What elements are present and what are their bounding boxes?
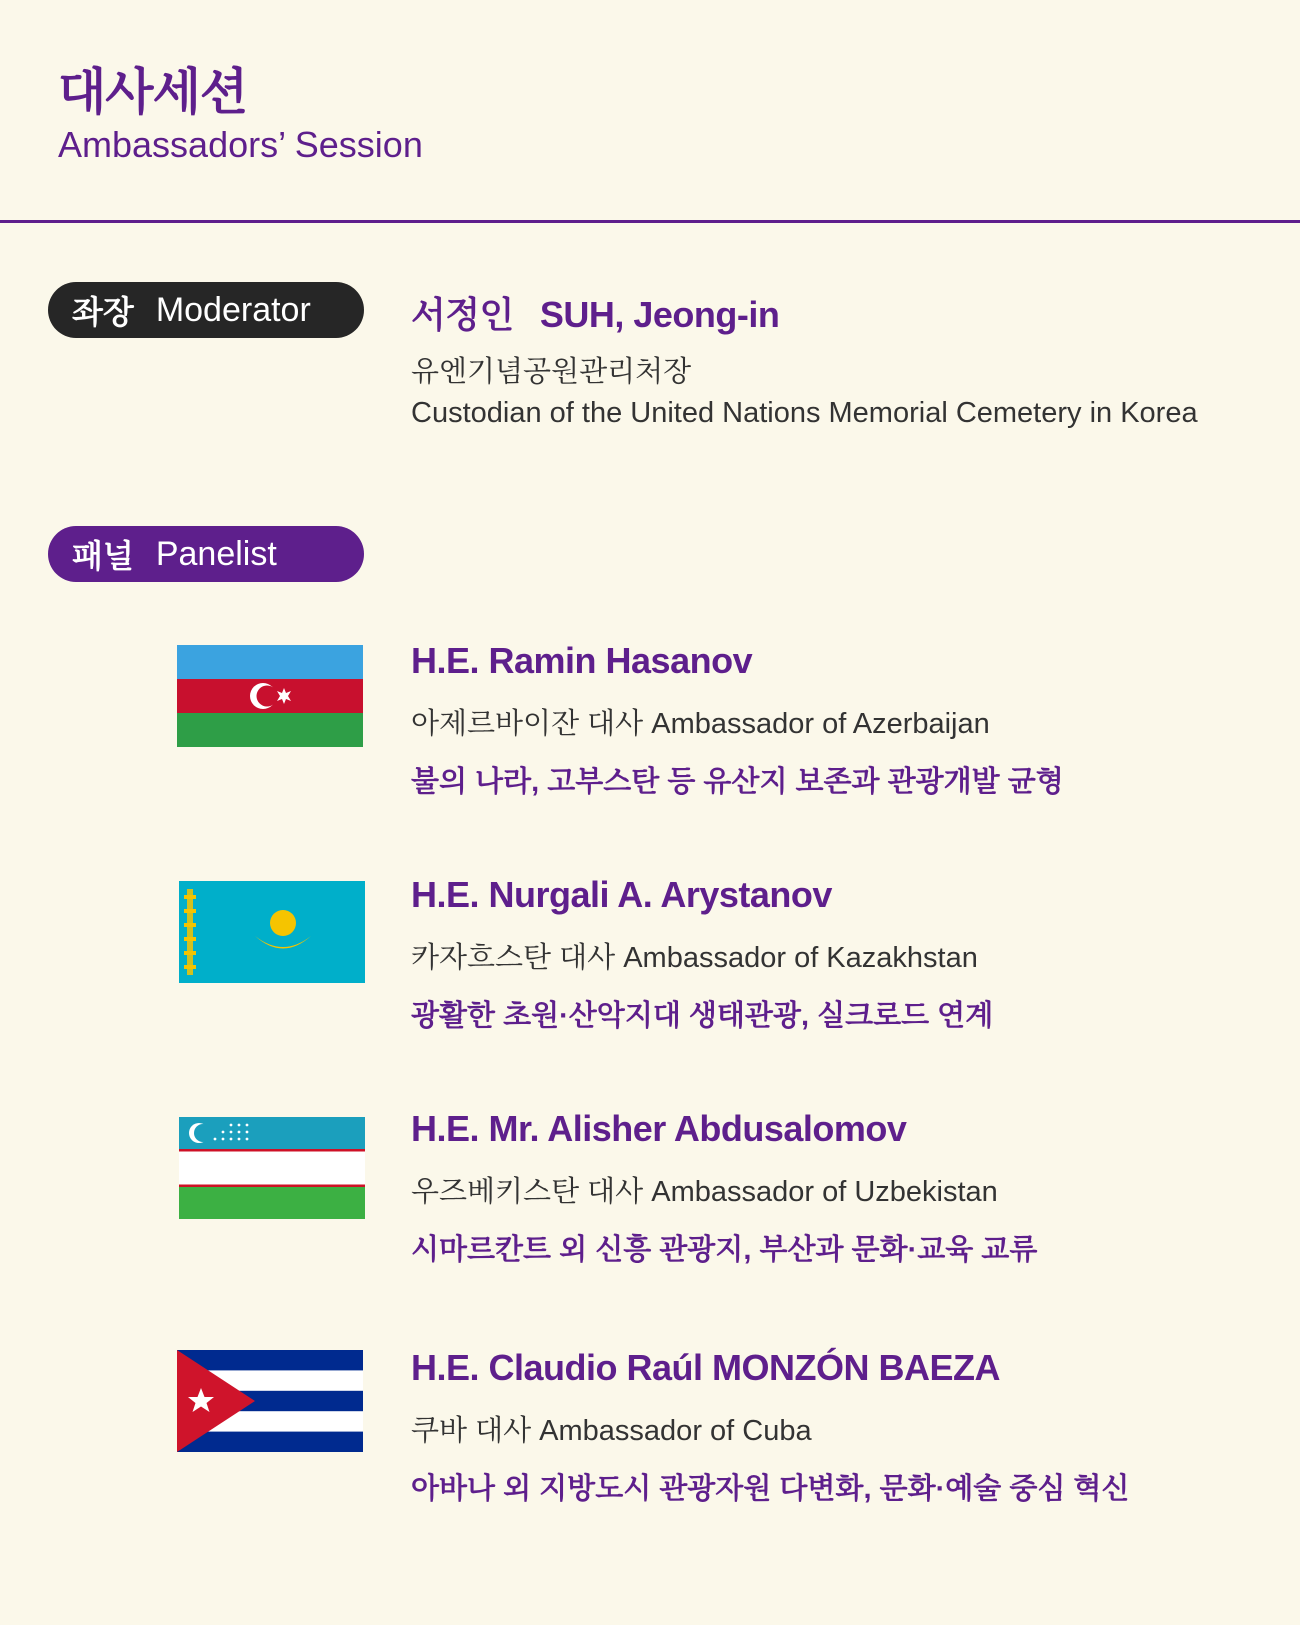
panelist-role: 쿠바 대사 Ambassador of Cuba	[411, 1415, 812, 1447]
moderator-badge-ko: 좌장	[72, 294, 134, 330]
panelist-role: 우즈베키스탄 대사 Ambassador of Uzbekistan	[411, 1176, 998, 1208]
panelist-badge	[48, 526, 364, 582]
panelist-role: 카자흐스탄 대사 Ambassador of Kazakhstan	[411, 942, 978, 974]
moderator-name	[411, 287, 779, 338]
page-subtitle: Ambassadors’ Session	[58, 124, 423, 165]
panelist-role: 아제르바이잔 대사 Ambassador of Azerbaijan	[411, 708, 990, 740]
panelist-topic: 시마르칸트 외 신흥 관광지, 부산과 문화·교육 교류	[411, 1234, 1038, 1266]
moderator-badge-en: Moderator	[155, 290, 311, 329]
panelist-name: H.E. Ramin Hasanov	[411, 640, 753, 681]
panelist-name: H.E. Mr. Alisher Abdusalomov	[411, 1108, 907, 1149]
moderator-role-ko: 유엔기념공원관리처장	[411, 356, 692, 388]
panelist-badge-ko: 패널	[72, 538, 134, 574]
moderator-name-ko: 서정인	[411, 294, 514, 335]
kazakhstan-flag	[179, 881, 365, 983]
panelist-topic: 광활한 초원·산악지대 생태관광, 실크로드 연계	[411, 1000, 994, 1032]
panelist-topic: 아바나 외 지방도시 관광자원 다변화, 문화·예술 중심 혁신	[411, 1473, 1130, 1505]
header-divider	[0, 220, 1300, 223]
moderator-badge	[48, 282, 364, 338]
uzbekistan-flag	[179, 1117, 365, 1219]
cuba-flag	[177, 1350, 363, 1452]
moderator-role-en: Custodian of the United Nations Memorial Cemetery in Korea	[411, 397, 1198, 429]
azerbaijan-flag	[177, 645, 363, 747]
panelist-badge-en: Panelist	[155, 534, 277, 573]
panelist-name: H.E. Nurgali A. Arystanov	[411, 874, 832, 915]
moderator-name-en: SUH, Jeong-in	[539, 294, 780, 335]
page-title: 대사세션	[58, 64, 248, 120]
panelist-name: H.E. Claudio Raúl MONZÓN BAEZA	[411, 1347, 1001, 1388]
panelist-topic: 불의 나라, 고부스탄 등 유산지 보존과 관광개발 균형	[411, 766, 1064, 798]
